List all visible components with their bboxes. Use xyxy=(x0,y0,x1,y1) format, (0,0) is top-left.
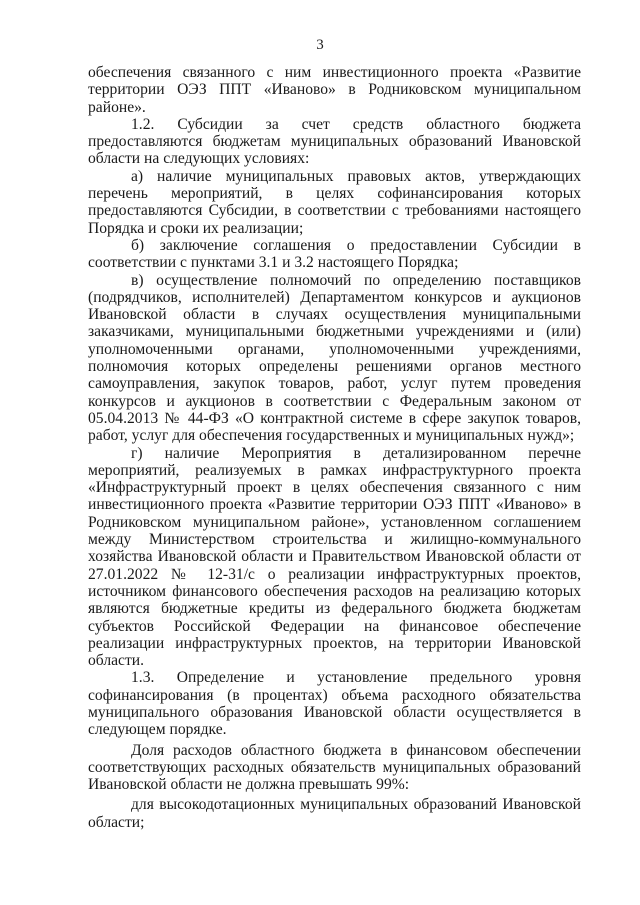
paragraph-condition-v: в) осуществление полномочий по определению поставщиков (подрядчиков, исполнителей) Департаментом конкурсов и аукционов Ивановской области в случаях осуществления муниципальными заказчиками, муниципальными бюджетными учреждениями и (или) уполномоченными органами, уполномоченными учреждениями, полномочия которых определены решениями органов местного самоуправления, закупок товаров, работ, услуг путем проведения конкурсов и аукционов в соответствии с Федеральным законом от 05.04.2013 № 44-ФЗ «О контрактной системе в сфере закупок товаров, работ, услуг для обеспечения государственных и муниципальных нужд»; xyxy=(88,271,581,445)
paragraph-continuation: обеспечения связанного с ним инвестиционного проекта «Развитие территории ОЭЗ ППТ «Иваново» в Родниковском муниципальном районе». xyxy=(88,64,581,116)
paragraph-condition-a: а) наличие муниципальных правовых актов, утверждающих перечень мероприятий, в целях софинансирования которых предоставляются Субсидии, в соответствии с требованиями настоящего Порядка и сроки их реализации; xyxy=(88,167,581,237)
document-body xyxy=(88,64,581,831)
paragraph-1-3: 1.3. Определение и установление предельного уровня софинансирования (в процентах) объема расходного обязательства муниципального образования Ивановской области осуществляется в следующем порядке. xyxy=(88,669,581,739)
paragraph-high-subsidy: для высокодотационных муниципальных образований Ивановской области; xyxy=(88,796,581,831)
paragraph-budget-share: Доля расходов областного бюджета в финансовом обеспечении соответствующих расходных обязательств муниципальных образований Ивановской области не должна превышать 99%: xyxy=(88,741,581,794)
paragraph-1-2: 1.2. Субсидии за счет средств областного бюджета предоставляются бюджетам муниципальных образований Ивановской области на следующих условиях: xyxy=(88,115,581,168)
paragraph-condition-g: г) наличие Мероприятия в детализированном перечне мероприятий, реализуемых в рамках инфраструктурного проекта «Инфраструктурный проект в целях обеспечения связанного с ним инвестиционного проекта «Развитие территории ОЭЗ ППТ «Иваново» в Родниковском муниципальном районе», установленном соглашением между Министерством строительства и жилищно-коммунального хозяйства Ивановской области и Правительством Ивановской области от 27.01.2022 № 12-31/с о реализации инфраструктурных проектов, источником финансового обеспечения расходов на реализацию которых являются бюджетные кредиты из федерального бюджета бюджетам субъектов Российской Федерации на финансовое обеспечение реализации инфраструктурных проектов, на территории Ивановской области. xyxy=(88,444,581,670)
page-number: 3 xyxy=(316,37,324,53)
paragraph-condition-b: б) заключение соглашения о предоставлении Субсидии в соответствии с пунктами 3.1 и 3.2 настоящего Порядка; xyxy=(88,236,581,272)
